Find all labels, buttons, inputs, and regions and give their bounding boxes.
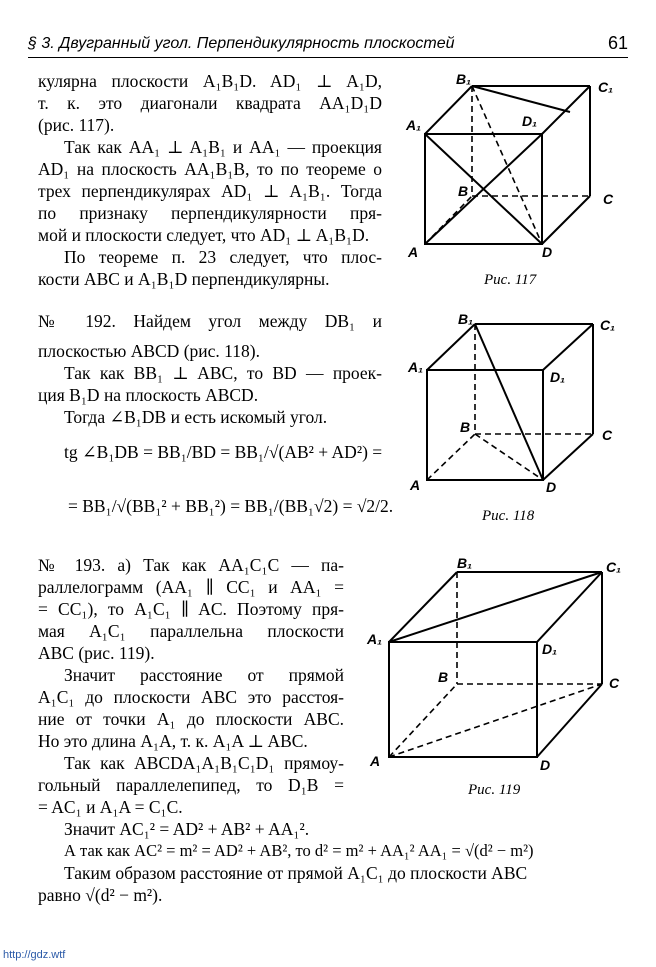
- vertex-label: B₁: [456, 72, 472, 87]
- text-line: плоскостью ABCD (рис. 118).: [38, 341, 260, 361]
- text-line: A₁C₁ до плоскости ABC это расстоя-: [38, 687, 344, 707]
- text-line: Значит расстояние от прямой: [64, 665, 344, 685]
- vertex-label: D: [540, 757, 551, 773]
- text-line: Тогда ∠B₁DB и есть искомый угол.: [64, 407, 328, 427]
- text-line: Таким образом расстояние от прямой A₁C₁ до плоскости ABC: [64, 863, 528, 883]
- vertex-label: A: [410, 477, 421, 493]
- figure-118-caption: Рис. 118: [482, 508, 535, 524]
- vertex-label: B₁: [457, 555, 473, 571]
- text-block-2: [38, 310, 382, 428]
- text-line: ABC (рис. 119).: [38, 643, 155, 663]
- text-line: равно √(d² − m²).: [38, 885, 163, 905]
- text-line: трех перпендикулярах AD₁ ⊥ A₁B₁. Тогда: [38, 181, 382, 201]
- text-line: Так как BB₁ ⊥ ABC, то BD — проек-: [64, 363, 382, 383]
- text-line: ние от точки A₁ до плоскости ABC.: [38, 709, 344, 729]
- text-line: кости ABC и A₁B₁D перпендикулярны.: [38, 269, 330, 289]
- vertex-label: D₁: [522, 113, 538, 129]
- formula-tan-cont: [68, 496, 393, 517]
- vertex-label: A: [408, 244, 419, 260]
- vertex-label: D: [546, 479, 557, 495]
- vertex-label: B: [458, 183, 469, 199]
- vertex-label: D₁: [542, 641, 558, 657]
- formula-line: = BB₁/√(BB₁² + BB₁²) = BB₁/(BB₁√2) = √2/2.: [68, 496, 394, 516]
- text-line: т. к. это диагонали квадрата AA₁D₁D: [38, 93, 382, 113]
- vertex-label: C: [609, 675, 620, 691]
- text-line: гольный параллелепипед, то D₁B =: [38, 775, 344, 795]
- figure-119: [362, 552, 634, 777]
- text-line: по признаку перпендикулярности пря-: [38, 203, 382, 223]
- text-line: Но это длина A₁A, т. к. A₁A ⊥ ABC.: [38, 731, 308, 751]
- vertex-label: A₁: [408, 359, 424, 375]
- vertex-label: A₁: [367, 631, 383, 647]
- running-header: [28, 33, 628, 58]
- text-line: Так как ABCDA₁A₁B₁C₁D₁ прямоу-: [64, 753, 344, 773]
- text-line: Так как AA₁ ⊥ A₁B₁ и AA₁ — проекция: [64, 137, 382, 157]
- vertex-label: C₁: [600, 317, 616, 333]
- figure-117: [400, 72, 640, 272]
- figure-119-caption: Рис. 119: [468, 782, 521, 798]
- page-number: 61: [607, 33, 628, 53]
- vertex-label: C₁: [606, 559, 622, 575]
- section-title: § 3. Двугранный угол. Перпендикулярность плоскостей: [28, 35, 455, 52]
- watermark: http://gdz.wtf: [3, 949, 66, 961]
- text-line: Значит AC₁² = AD² + AB² + AA₁².: [64, 819, 310, 839]
- text-block-3: [38, 554, 344, 818]
- text-block-3-tail: [38, 818, 618, 906]
- vertex-label: A₁: [406, 117, 422, 133]
- vertex-label: A: [370, 753, 381, 769]
- vertex-label: D: [542, 244, 553, 260]
- vertex-label: C: [602, 427, 613, 443]
- figure-117-caption: Рис. 117: [484, 272, 537, 288]
- vertex-label: B₁: [458, 311, 474, 327]
- formula-tan: [64, 442, 382, 463]
- text-line: мой и плоскости следует, что AD₁ ⊥ A₁B₁D.: [38, 225, 370, 245]
- text-line: А так как AC² = m² = AD² + AB², то d² = m² + AA₁² AA₁ = √(d² − m²): [64, 841, 534, 860]
- problem-192-heading: № 192. Найдем угол между DB₁ и: [38, 311, 382, 331]
- problem-193-heading: № 193. а) Так как AA₁C₁C — па-: [38, 555, 344, 575]
- text-line: кулярна плоскости A₁B₁D. AD₁ ⊥ A₁D,: [38, 71, 382, 91]
- vertex-label: C: [603, 191, 614, 207]
- text-line: (рис. 117).: [38, 115, 115, 135]
- vertex-label: B: [460, 419, 471, 435]
- vertex-label: D₁: [550, 369, 566, 385]
- text-line: мая A₁C₁ параллельна плоскости: [38, 621, 344, 641]
- formula-line: tg ∠B₁DB = BB₁/BD = BB₁/√(AB² + AD²) =: [64, 442, 383, 462]
- figure-118: [400, 310, 640, 505]
- text-line: раллелограмм (AA₁ ∥ CC₁ и AA₁ =: [38, 577, 344, 597]
- vertex-label: B: [438, 669, 449, 685]
- text-line: = CC₁), то A₁C₁ ∥ AC. Поэтому пря-: [38, 599, 344, 619]
- text-line: = AC₁ и A₁A = C₁C.: [38, 797, 183, 817]
- text-line: ция B₁D на плоскость ABCD.: [38, 385, 259, 405]
- text-line: По теореме п. 23 следует, что плос-: [64, 247, 382, 267]
- text-block-1: [38, 70, 382, 290]
- vertex-label: C₁: [598, 79, 614, 95]
- text-line: AD₁ на плоскость AA₁B₁B, то по теореме о: [38, 159, 382, 179]
